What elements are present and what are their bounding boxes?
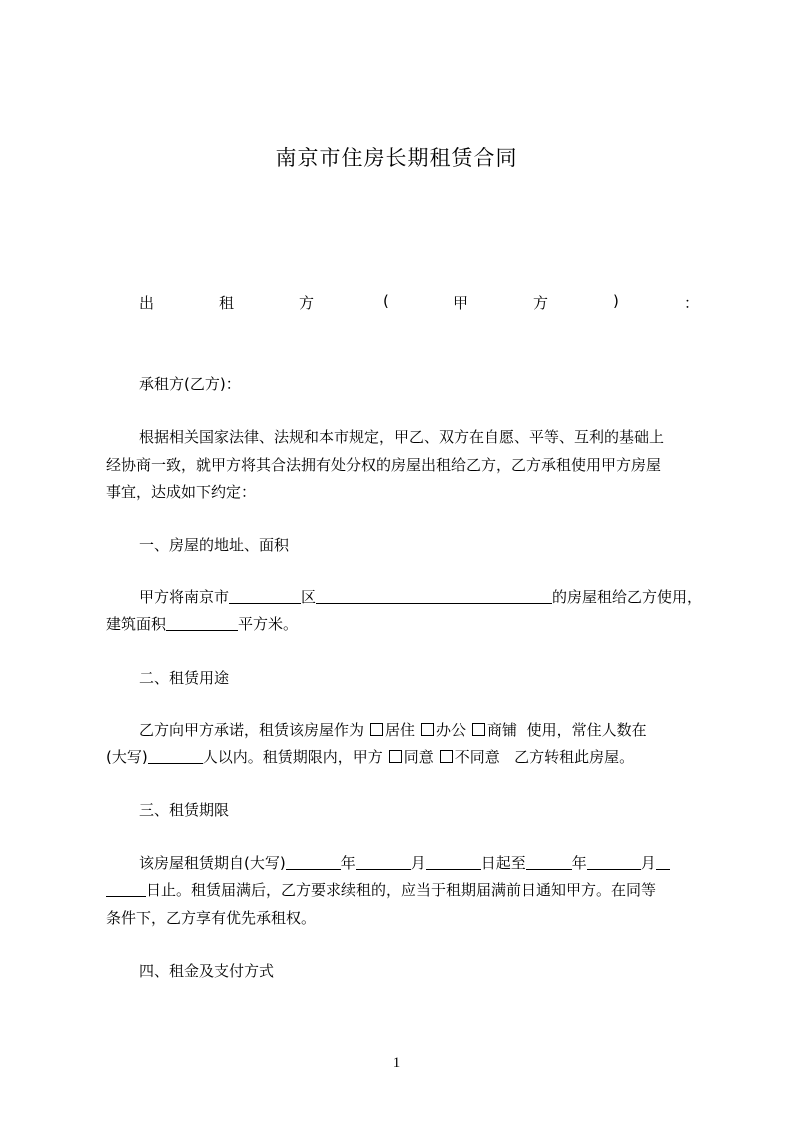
section-3-line-1 — [139, 852, 670, 873]
s1-text-e: 平方米。 — [238, 615, 299, 633]
page-number: 1 — [392, 1055, 401, 1071]
section-3-line-3: 条件下，乙方享有优先承租权。 — [106, 909, 317, 927]
s3-month-2: 月 — [640, 854, 656, 872]
opt-agree: 同意 — [403, 748, 434, 766]
end-day-blank-part-2[interactable] — [106, 881, 146, 897]
lessor-char-5: 甲 — [453, 294, 469, 312]
section-3-line-2 — [106, 879, 656, 900]
end-year-blank[interactable] — [526, 854, 572, 870]
occupants-blank[interactable] — [148, 748, 203, 764]
s1-text-b: 区 — [301, 588, 317, 606]
section-1-line-2 — [106, 613, 298, 634]
s2-text-c: (大写) — [106, 748, 148, 766]
lessor-char-6: 方 — [533, 294, 549, 312]
document-title: 南京市住房长期租赁合同 — [275, 146, 518, 170]
area-blank[interactable] — [166, 615, 238, 631]
section-2-line-2 — [106, 746, 634, 767]
opt-office: 办公 — [436, 721, 467, 739]
s3-day-1: 日起至 — [480, 854, 526, 872]
address-blank[interactable] — [316, 588, 552, 604]
preamble-line-1: 根据相关国家法律、法规和本市规定，甲乙、双方在自愿、平等、互利的基础上 — [139, 428, 665, 446]
section-1-line-1 — [139, 586, 702, 607]
preamble-line-3: 事宜，达成如下约定： — [106, 483, 257, 501]
end-month-blank[interactable] — [587, 854, 641, 870]
s3-text-a: 该房屋租赁期自(大写) — [139, 854, 286, 872]
s3-year-2: 年 — [571, 854, 587, 872]
section-2-line-1 — [139, 719, 647, 740]
district-blank[interactable] — [229, 588, 301, 604]
lessor-char-8: ： — [684, 294, 700, 312]
preamble-line-2: 经协商一致，就甲方将其合法拥有处分权的房屋出租给乙方，乙方承租使用甲方房屋 — [106, 456, 662, 474]
opt-residential: 居住 — [385, 721, 416, 739]
s2-text-d: 人以内。租赁期限内，甲方 — [202, 748, 383, 766]
s2-text-e: 乙方转租此房屋。 — [514, 748, 635, 766]
section-4-heading: 四、租金及支付方式 — [139, 962, 275, 980]
section-1-heading: 一、房屋的地址、面积 — [139, 536, 290, 554]
s3-month-1: 月 — [410, 854, 426, 872]
checkbox-residential[interactable] — [370, 723, 383, 736]
s2-text-a: 乙方向甲方承诺，租赁该房屋作为 — [139, 721, 365, 739]
start-month-blank[interactable] — [356, 854, 411, 870]
s2-text-b: 使用，常住人数在 — [526, 721, 647, 739]
section-3-heading: 三、租赁期限 — [139, 801, 230, 819]
lessor-char-4: ( — [383, 292, 389, 310]
s3-text-d2: 日止。租赁届满后，乙方要求续租的，应当于租期届满前日通知甲方。在同等 — [146, 881, 657, 899]
end-day-blank-part-1[interactable] — [656, 854, 670, 870]
lessor-char-7: ) — [613, 292, 619, 310]
lessee-label: 承租方(乙方)： — [139, 375, 241, 393]
lessor-char-2: 租 — [219, 294, 235, 312]
checkbox-disagree[interactable] — [440, 750, 453, 763]
checkbox-office[interactable] — [421, 723, 434, 736]
s3-year-1: 年 — [340, 854, 356, 872]
lessor-char-1: 出 — [139, 294, 155, 312]
s1-text-c: 的房屋租给乙方使用， — [552, 588, 703, 606]
checkbox-agree[interactable] — [389, 750, 402, 763]
section-2-heading: 二、租赁用途 — [139, 669, 230, 687]
opt-disagree: 不同意 — [454, 748, 500, 766]
s1-text-d: 建筑面积 — [106, 615, 167, 633]
start-year-blank[interactable] — [286, 854, 341, 870]
lessor-char-3: 方 — [299, 294, 315, 312]
start-day-blank[interactable] — [426, 854, 481, 870]
s1-text-a: 甲方将南京市 — [139, 588, 230, 606]
checkbox-shop[interactable] — [472, 723, 485, 736]
opt-shop: 商铺 — [487, 721, 518, 739]
